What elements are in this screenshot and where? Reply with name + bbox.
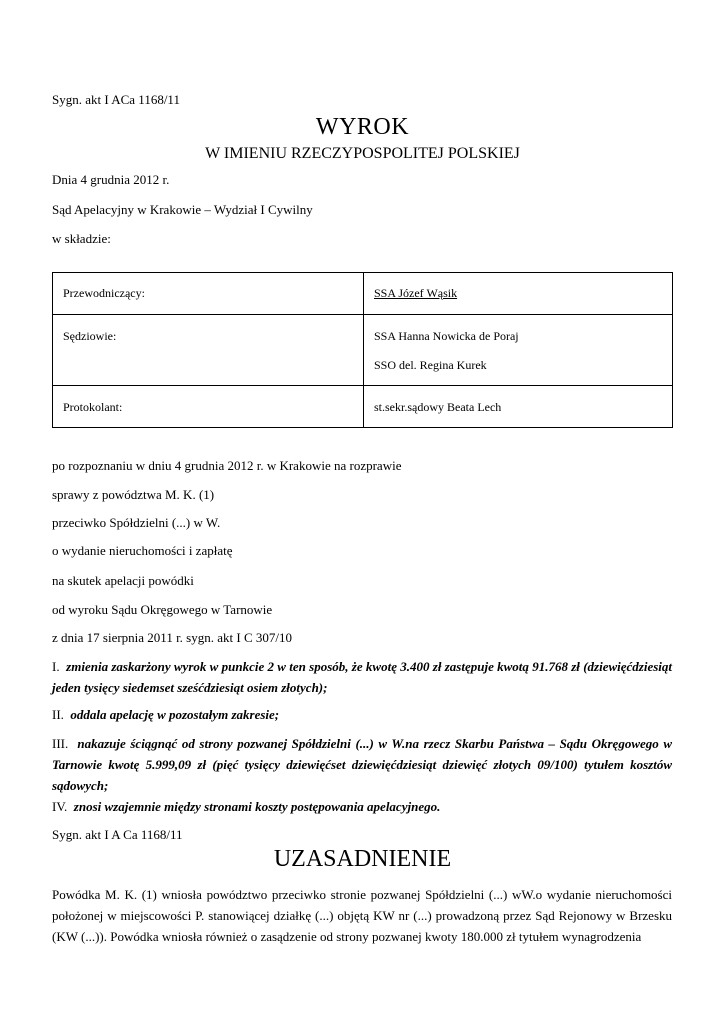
case-line: z dnia 17 sierpnia 2011 r. sygn. akt I C 307/10 xyxy=(52,630,292,645)
judges-value xyxy=(364,315,673,386)
court-panel-table xyxy=(52,272,673,428)
ruling-text: oddala apelację w pozostałym zakresie; xyxy=(70,707,280,722)
case-line: przeciwko Spółdzielni (...) w W. xyxy=(52,515,221,530)
ruling-number: I. xyxy=(52,659,60,674)
table-row xyxy=(53,315,673,386)
ruling-item xyxy=(52,656,672,698)
ruling-text: zmienia zaskarżony wyrok w punkcie 2 w ten sposób, że kwotę 3.400 zł zastępuje kwotą 91.768 zł (dziewięćdziesiąt jeden tysięcy siedemset sześćdziesiąt osiem złotych); xyxy=(52,659,673,695)
clerk-label: Protokolant: xyxy=(53,386,364,428)
case-line: sprawy z powództwa M. K. (1) xyxy=(52,487,215,502)
court-name: Sąd Apelacyjny w Krakowie – Wydział I Cywilny xyxy=(52,202,313,217)
judgment-date: Dnia 4 grudnia 2012 r. xyxy=(52,172,170,187)
chair-name: SSA Józef Wąsik xyxy=(374,286,458,300)
composition-label: w składzie: xyxy=(52,231,111,246)
ruling-number: IV. xyxy=(52,799,68,814)
ruling-item xyxy=(52,796,672,817)
ruling-number: II. xyxy=(52,707,64,722)
ruling-item xyxy=(52,704,672,725)
judge-name: SSA Hanna Nowicka de Poraj xyxy=(374,329,519,343)
clerk-value: st.sekr.sądowy Beata Lech xyxy=(364,386,673,428)
chair-value xyxy=(364,273,673,315)
ruling-number: III. xyxy=(52,736,69,751)
justification-heading: UZASADNIENIE xyxy=(273,846,452,872)
ruling-item xyxy=(52,733,672,796)
case-line: na skutek apelacji powódki xyxy=(52,573,194,588)
case-line: od wyroku Sądu Okręgowego w Tarnowie xyxy=(52,602,273,617)
ruling-text: nakazuje ściągnąć od strony pozwanej Spółdzielni (...) w W.na rzecz Skarbu Państwa – Sądu Okręgowego w Tarnowie kwotę 5.999,09 zł (pięć tysięcy dziewięćset dziewięćdziesiąt dziewięć złotych 09/100) tytułem kosztów sądowych; xyxy=(52,736,673,793)
case-line: po rozpoznaniu w dniu 4 grudnia 2012 r. w Krakowie na rozprawie xyxy=(52,458,402,473)
justification-paragraph: Powódka M. K. (1) wniosła powództwo przeciwko stronie pozwanej Spółdzielni (...) wW.o wydanie nieruchomości położonej w miejscowości P. stanowiącej działkę (...) objętą KW nr (...) prowadzoną przez Sąd Rejonowy w Brzesku (KW (...)). Powódka wniosła również o zasądzenie od strony pozwanej kwoty 180.000 zł tytułem wynagrodzenia xyxy=(52,887,672,944)
chair-label: Przewodniczący: xyxy=(53,273,364,315)
case-signature-bottom: Sygn. akt I A Ca 1168/11 xyxy=(52,827,183,842)
table-row xyxy=(53,273,673,315)
judge-name: SSO del. Regina Kurek xyxy=(374,358,487,372)
case-line: o wydanie nieruchomości i zapłatę xyxy=(52,543,233,558)
table-row xyxy=(53,386,673,428)
judges-label: Sędziowie: xyxy=(53,315,364,386)
document-subtitle: W IMIENIU RZECZYPOSPOLITEJ POLSKIEJ xyxy=(205,145,520,162)
ruling-text: znosi wzajemnie między stronami koszty postępowania apelacyjnego. xyxy=(73,799,441,814)
case-signature-top: Sygn. akt I ACa 1168/11 xyxy=(52,92,180,107)
document-title: WYROK xyxy=(315,114,410,140)
